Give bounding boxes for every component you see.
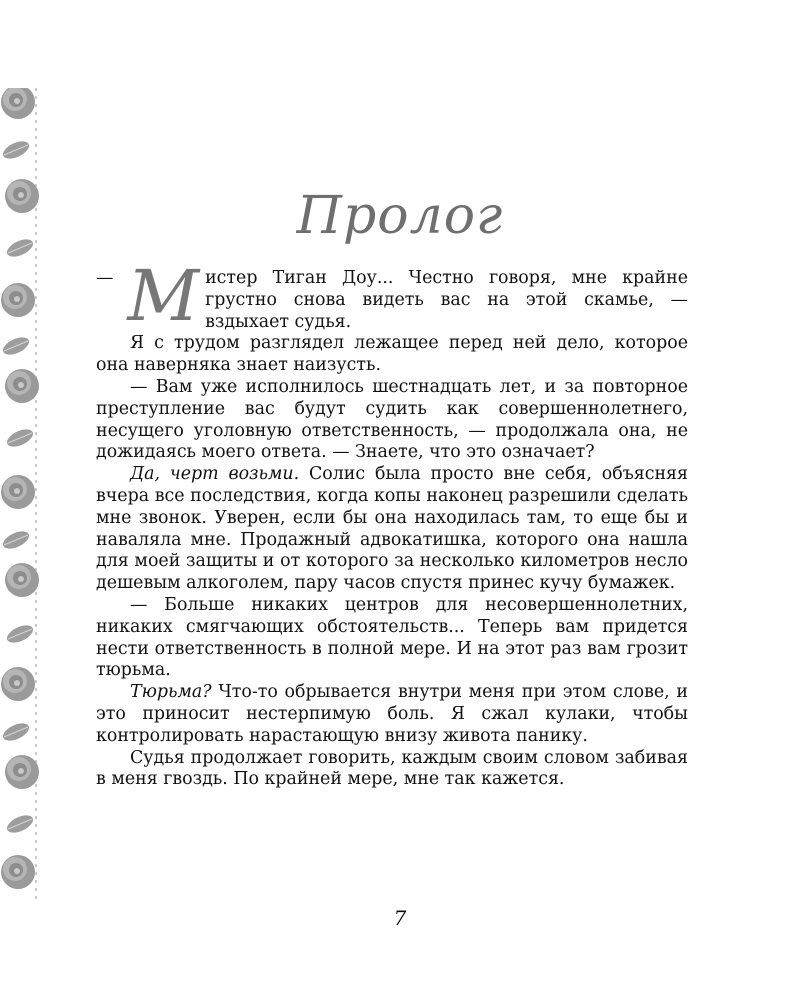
dropcap-dash: —	[96, 268, 114, 288]
leaf-icon	[4, 812, 35, 837]
paragraph	[96, 682, 688, 747]
page-number: 7	[393, 906, 407, 930]
rose-icon	[1, 855, 35, 889]
leaf-icon	[0, 720, 31, 745]
rose-icon	[5, 563, 39, 597]
paragraph: Судья продолжает говорить, каждым своим словом забивая в меня гвоздь. По крайней мере, мне так кажется.	[96, 747, 688, 790]
leaf-icon	[0, 138, 31, 163]
paragraph: — Вам уже исполнилось шестнадцать лет, и за повторное преступление вас будут судить как совершеннолетнего, несущего уголовную ответственность, — продолжала она, не дожидаясь моего ответа. — Знаете, что это означает?	[96, 376, 688, 463]
paragraph-text: Солис была просто вне себя, объясняя вчера все последствия, когда копы наконец разрешили сделать мне звонок. Уверен, если бы она находилась там, то еще бы и наваляла мне. Продажный адвокатишка, которого она нашла для моей защиты и от которого за несколько километров несло дешевым алкоголем, пару часов спустя принес кучу бумажек.	[96, 464, 688, 594]
paragraph: — Больше никаких центров для несовершеннолетних, никаких смягчающих обстоятельств... Теперь вам придется нести ответственность в полной мере. И на этот раз вам грозит тюрьма.	[96, 594, 688, 681]
italic-lead: Тюрьма?	[130, 682, 212, 703]
chapter-body	[96, 255, 688, 791]
rose-icon	[5, 369, 39, 403]
leaf-icon	[0, 334, 31, 359]
dropcap-letter: М	[127, 255, 200, 337]
leaf-icon	[4, 622, 35, 647]
rose-icon	[1, 475, 35, 509]
chapter-title: Пролог	[296, 186, 504, 246]
rose-icon	[1, 283, 35, 317]
italic-lead: Да, черт возьми.	[130, 464, 300, 485]
rose-icon	[1, 667, 35, 701]
paragraph-text: Что-то обрывается внутри меня при этом слове, и это приносит нестерпимую боль. Я сжал кулаки, чтобы контролировать нарастающую внизу живота панику.	[96, 682, 688, 746]
leaf-icon	[0, 528, 31, 553]
rose-icon	[1, 88, 35, 119]
paragraph	[96, 255, 688, 337]
paragraph: Я с трудом разглядел лежащее перед ней дело, которое она наверняка знает наизусть.	[96, 333, 688, 376]
rose-icon	[5, 755, 39, 789]
paragraph	[96, 464, 688, 595]
paragraph-text: истер Тиган Доу... Честно говоря, мне крайне грустно снова видеть вас на этой скамье, — вздыхает судья.	[205, 268, 688, 332]
leaf-icon	[4, 426, 35, 451]
